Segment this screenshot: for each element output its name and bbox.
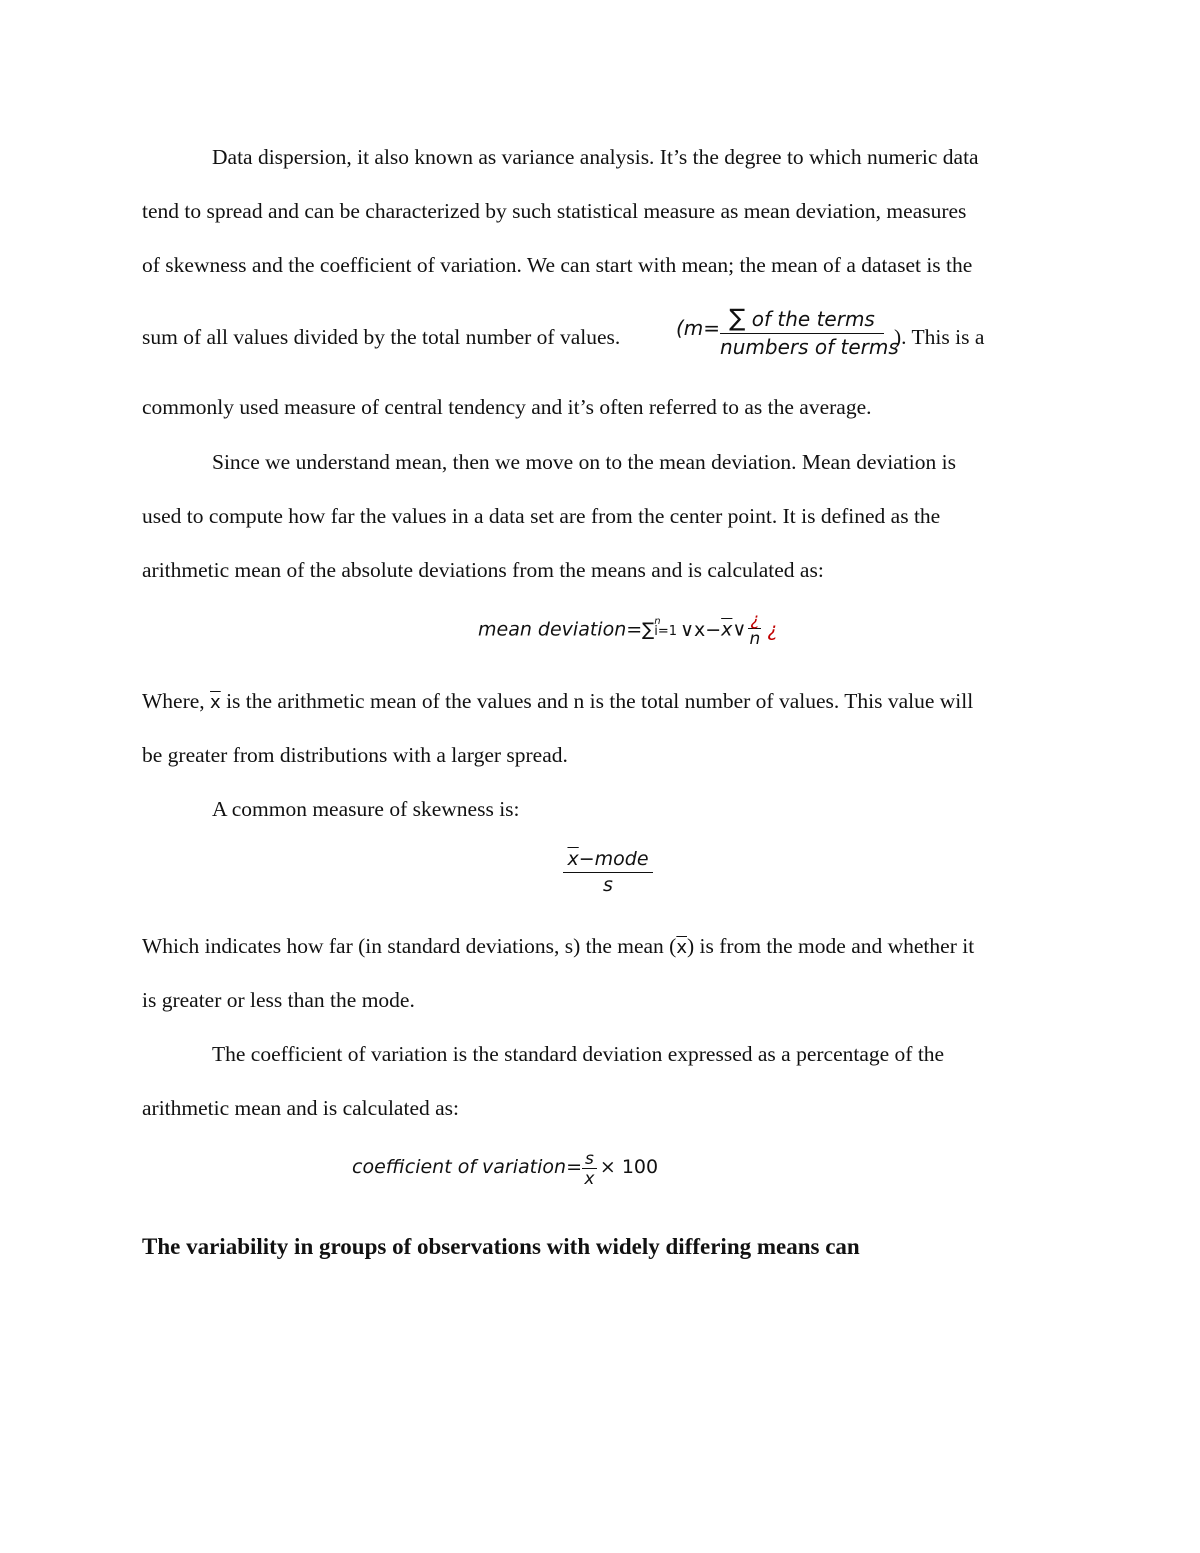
p1-line4-after: ). This is a: [894, 325, 985, 349]
p4-line2: is greater or less than the mode.: [142, 988, 415, 1012]
skewness-intro: A common measure of skewness is:: [212, 797, 520, 821]
mean-formula-numerator: [720, 304, 884, 334]
p4-xbar: $\overline{x}$: [676, 937, 687, 958]
mean-deviation-sum: ∑: [642, 619, 655, 641]
p1-line4-before: sum of all values divided by the total number of values.: [142, 325, 621, 349]
mean-deviation-fraction: [748, 612, 761, 648]
p2-line1: Since we understand mean, then we move on to the mean deviation. Mean deviation is: [212, 450, 956, 474]
p4-line1: [142, 932, 974, 962]
cv-lhs: coefficient of variation=: [352, 1155, 582, 1178]
mean-formula-denominator: numbers of terms: [720, 335, 899, 359]
mean-deviation-sum-limits: [654, 617, 677, 637]
skewness-numerator: [563, 848, 653, 873]
p2-line2: used to compute how far the values in a data set are from the center point. It is defined as the: [142, 504, 941, 528]
p1-line1: Data dispersion, it also known as variance analysis. It’s the degree to which numeric data: [212, 145, 979, 169]
p3-line2: be greater from distributions with a larger spread.: [142, 743, 568, 767]
p4-line1-after: ) is from the mode and whether it: [687, 934, 975, 958]
p3-where: Where,: [142, 689, 205, 713]
mean-deviation-xbar: $\overline{x}$: [721, 618, 733, 641]
mean-formula: [676, 304, 899, 359]
p1-line2: tend to spread and can be characterized by such statistical measure as mean deviation, measures: [142, 199, 967, 223]
mean-formula-sigma: ∑: [729, 304, 746, 332]
sum-upper: n: [654, 616, 661, 627]
mean-deviation-bar: ∨: [732, 618, 747, 641]
p1-line5: commonly used measure of central tendency and it’s often referred to as the average.: [142, 395, 872, 419]
p3-line1: [142, 687, 973, 717]
p4-line1-before: Which indicates how far (in standard deviations, s) the mean (: [142, 934, 677, 958]
skewness-formula: [563, 848, 653, 896]
p5-line1: The coefficient of variation is the standard deviation expressed as a percentage of the: [212, 1042, 945, 1066]
cv-formula: [352, 1150, 658, 1188]
skewness-xbar: $\overline{x}$: [567, 848, 579, 870]
mean-formula-numerator-text: of the terms: [751, 307, 875, 331]
cv-denominator: x: [584, 1169, 595, 1189]
section-heading: The variability in groups of observations with widely differing means can: [142, 1234, 860, 1259]
cv-times: × 100: [599, 1155, 659, 1178]
skewness-num-rest: −mode: [578, 848, 649, 870]
p2-line3: arithmetic mean of the absolute deviations from the means and is calculated as:: [142, 558, 824, 582]
sum-lower: i=1: [654, 624, 678, 639]
cv-fraction: [582, 1150, 597, 1188]
mean-deviation-lhs: mean deviation=: [478, 618, 643, 641]
mean-deviation-frac-num: ¿: [750, 610, 760, 630]
p5-line2: arithmetic mean and is calculated as:: [142, 1096, 459, 1120]
p1-line3: of skewness and the coefficient of variation. We can start with mean; the mean of a dataset is the: [142, 253, 973, 277]
mean-formula-open: (m=: [676, 316, 721, 340]
mean-deviation-body: ∨x−: [680, 618, 722, 641]
cv-numerator: s: [582, 1150, 597, 1169]
p3-xbar: $\overline{x}$: [210, 692, 221, 713]
p3-line1-rest: is the arithmetic mean of the values and n is the total number of values. This value will: [226, 689, 974, 713]
skewness-fraction: [563, 848, 653, 896]
skewness-denominator: s: [603, 874, 613, 896]
mean-deviation-trail: ¿: [767, 618, 778, 641]
mean-deviation-frac-den: n: [749, 629, 761, 649]
mean-deviation-formula: [478, 612, 777, 648]
mean-formula-fraction: [720, 304, 899, 359]
